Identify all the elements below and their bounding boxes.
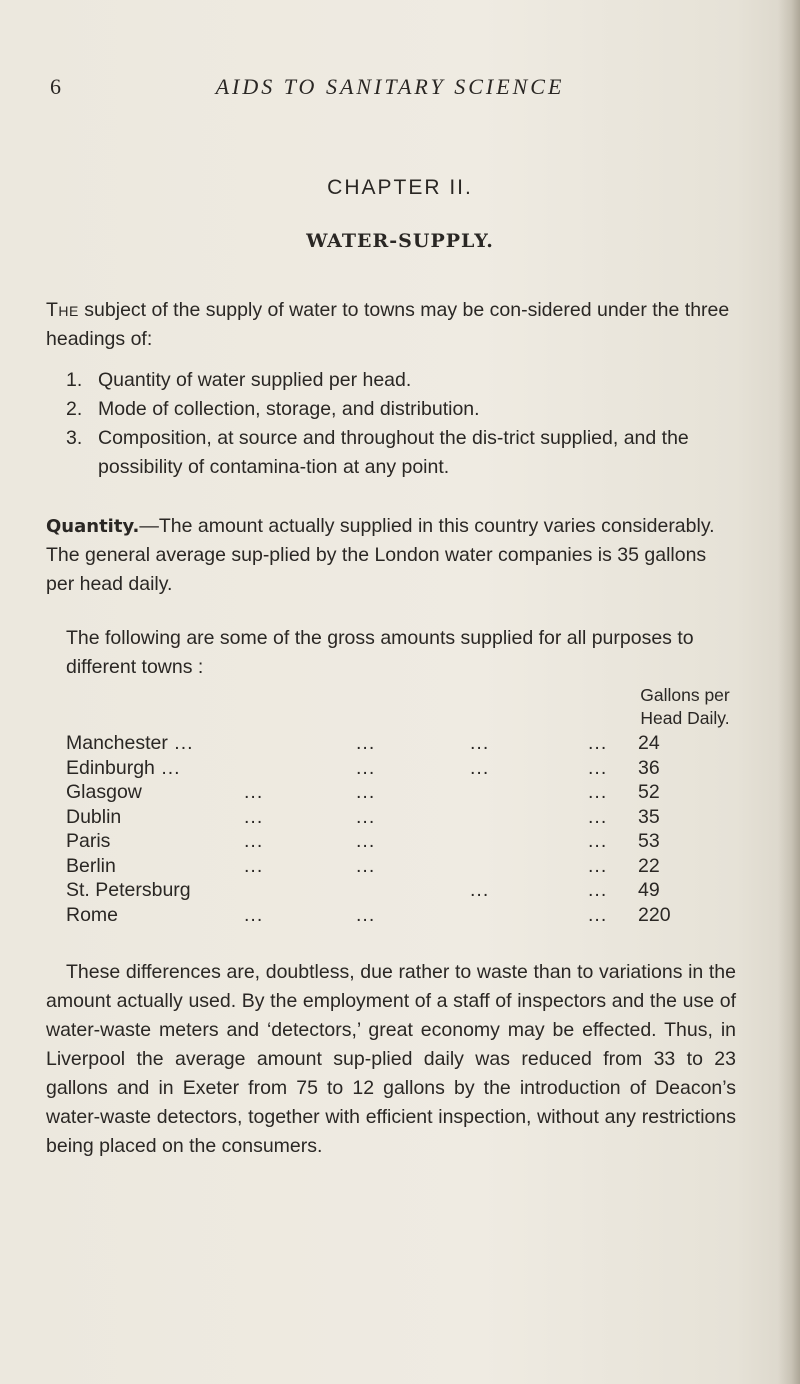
town-name: Glasgow <box>66 781 142 803</box>
list-item-text: Quantity of water supplied per head. <box>98 369 412 391</box>
page-edge-shadow <box>778 0 800 1384</box>
leader-dots: ... <box>356 781 376 803</box>
gallons-value: 24 <box>638 732 660 754</box>
table-row <box>66 781 746 806</box>
intro-text: subject of the supply of water to towns may be con-sidered under the three headings of: <box>46 299 730 350</box>
town-name: Edinburgh ... <box>66 756 181 779</box>
intro-first-word: The <box>46 299 79 321</box>
running-header <box>0 74 800 104</box>
table-row <box>66 806 746 831</box>
leader-dots: ... <box>470 879 490 901</box>
town-name: Berlin <box>66 854 116 877</box>
leader-dots: ... <box>244 830 264 852</box>
leader-dots: ... <box>588 781 608 803</box>
list-item-text: Mode of collection, storage, and distribution. <box>98 398 480 420</box>
table-header-line: Gallons per <box>640 685 730 705</box>
leader-dots: ... <box>244 854 264 877</box>
leader-dots: ... <box>588 830 608 852</box>
table-row <box>66 830 746 855</box>
leader-dots: ... <box>588 854 608 877</box>
town-name: Dublin <box>66 805 122 828</box>
quantity-lead: Quantity. <box>46 516 140 537</box>
town-name: St. Petersburg <box>66 879 191 901</box>
gallons-value: 36 <box>638 756 660 779</box>
running-title: AIDS TO SANITARY SCIENCE <box>215 74 565 99</box>
leader-dots: ... <box>470 732 490 754</box>
intro-paragraph <box>46 296 736 354</box>
leader-dots: ... <box>244 805 264 828</box>
gallons-value: 52 <box>638 781 660 803</box>
section-title: WATER-SUPPLY. <box>306 230 494 252</box>
leader-dots: ... <box>588 805 608 828</box>
table-row <box>66 732 746 757</box>
leader-dots: ... <box>356 903 376 926</box>
following-paragraph: The following are some of the gross amounts supplied for all purposes to different towns : <box>66 627 694 678</box>
quantity-text: —The amount actually supplied in this country varies considerably. The general average sup-plied by the London water companies is 35 gallons per head daily. <box>46 515 715 595</box>
page-number: 6 <box>50 74 61 99</box>
differences-paragraph: These differences are, doubtless, due rather to waste than to variations in the amount actually used. By the employment of a staff of inspectors and the use of water-waste meters and ‘detectors,’ great economy may be effected. Thus, in Liverpool the average amount sup-plied daily was reduced from 33 to 23 gallons and in Exeter from 75 to 12 gallons by the introduction of Deacon’s water-waste detectors, together with efficient inspection, without any restrictions being placed on the consumers. <box>46 961 736 1157</box>
leader-dots: ... <box>588 879 608 901</box>
gallons-value: 53 <box>638 830 660 852</box>
town-name: Rome <box>66 903 119 926</box>
list-item <box>66 366 736 395</box>
quantity-paragraph <box>46 512 736 599</box>
list-item-number: 1. <box>66 369 83 391</box>
table-row <box>66 879 746 904</box>
chapter-heading: CHAPTER II. <box>327 176 473 199</box>
gallons-value: 35 <box>638 805 660 828</box>
list-item-number: 2. <box>66 398 83 420</box>
table-row <box>66 904 746 929</box>
list-item-text: Composition, at source and throughout the dis-trict supplied, and the possibility of contamina-tion at any point. <box>98 427 689 478</box>
table-header-line: Head Daily. <box>640 708 730 728</box>
leader-dots: ... <box>356 732 376 754</box>
leader-dots: ... <box>588 732 608 754</box>
gallons-value: 49 <box>638 879 660 901</box>
leader-dots: ... <box>356 756 376 779</box>
list-item <box>66 395 736 424</box>
leader-dots: ... <box>470 756 490 779</box>
town-name: Manchester ... <box>66 732 194 754</box>
table-row <box>66 855 746 880</box>
leader-dots: ... <box>244 781 264 803</box>
leader-dots: ... <box>356 854 376 877</box>
table-row <box>66 757 746 782</box>
leader-dots: ... <box>356 805 376 828</box>
list-item-number: 3. <box>66 427 83 449</box>
table-column-header <box>620 684 750 730</box>
towns-table <box>66 732 746 928</box>
leader-dots: ... <box>244 903 264 926</box>
gallons-value: 22 <box>638 854 660 877</box>
leader-dots: ... <box>588 903 608 926</box>
list-item <box>66 424 736 482</box>
town-name: Paris <box>66 830 111 852</box>
leader-dots: ... <box>356 830 376 852</box>
gallons-value: 220 <box>638 903 671 926</box>
headings-list <box>66 366 736 482</box>
leader-dots: ... <box>588 756 608 779</box>
